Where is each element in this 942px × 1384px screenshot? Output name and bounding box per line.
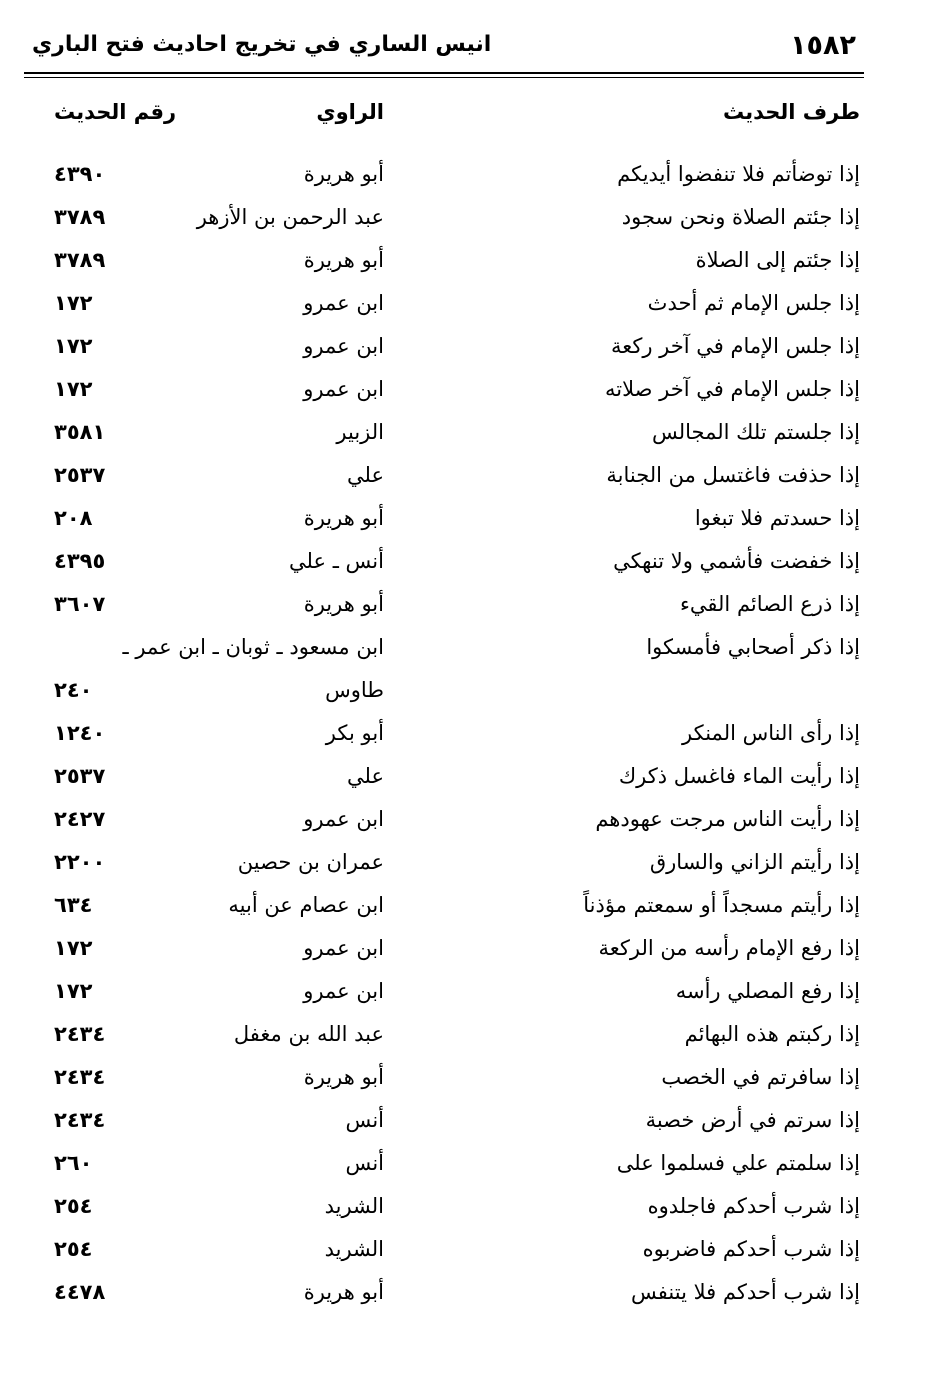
narrator <box>123 626 384 712</box>
narrator <box>303 368 384 411</box>
table-row <box>0 755 942 798</box>
hadith-number: ٢٤٣٤ <box>54 1022 106 1046</box>
column-header-hadith: طرف الحديث <box>722 100 860 124</box>
table-row <box>0 712 942 755</box>
hadith-number: ٢٤٣٤ <box>54 1108 106 1132</box>
narrator-line: علي <box>347 463 384 487</box>
header-rule-thin <box>24 77 864 78</box>
hadith-text: إذا جلس الإمام ثم أحدث <box>647 291 860 315</box>
narrator-line: أنس ـ علي <box>289 549 384 573</box>
narrator <box>325 1228 384 1271</box>
hadith-text: إذا سلمتم علي فسلموا على <box>616 1151 860 1175</box>
table-row <box>0 798 942 841</box>
narrator-line: أبو هريرة <box>303 162 384 186</box>
table-row <box>0 153 942 196</box>
narrator <box>303 325 384 368</box>
hadith-text: إذا رفع الإمام رأسه من الركعة <box>598 936 860 960</box>
hadith-number: ٢٥٤ <box>54 1237 93 1261</box>
narrator-line: أنس <box>345 1108 384 1132</box>
narrator-line: ابن عمرو <box>303 936 384 960</box>
narrator-line: أبو هريرة <box>303 592 384 616</box>
narrator <box>304 1271 384 1314</box>
hadith-text: إذا رأيتم مسجداً أو سمعتم مؤذناً <box>583 893 860 917</box>
hadith-number: ١٧٢ <box>54 377 93 401</box>
narrator <box>325 1185 384 1228</box>
hadith-number: ١٧٢ <box>54 936 93 960</box>
hadith-number: ٢٤٠ <box>54 678 93 702</box>
page-header <box>24 30 864 72</box>
hadith-number: ٣٦٠٧ <box>54 592 106 616</box>
hadith-text: إذا حذفت فاغتسل من الجنابة <box>606 463 860 487</box>
hadith-number: ٢٤٢٧ <box>54 807 106 831</box>
hadith-number: ٢٦٠ <box>54 1151 93 1175</box>
hadith-number: ٢٥٣٧ <box>54 463 106 487</box>
table-row <box>0 411 942 454</box>
narrator <box>228 884 384 927</box>
hadith-text: إذا جلس الإمام في آخر صلاته <box>605 377 860 401</box>
narrator <box>303 282 384 325</box>
narrator <box>347 755 384 798</box>
hadith-number: ٢٥٤ <box>54 1194 93 1218</box>
hadith-text: إذا خفضت فأشمي ولا تنهكي <box>613 549 860 573</box>
hadith-text: إذا رأيت الناس مرجت عهودهم <box>595 807 860 831</box>
table-row <box>0 1142 942 1185</box>
narrator-line: أنس <box>345 1151 384 1175</box>
table-row <box>0 196 942 239</box>
hadith-text: إذا جئتم الصلاة ونحن سجود <box>621 205 860 229</box>
table-row <box>0 325 942 368</box>
hadith-number: ٢٢٠٠ <box>54 850 106 874</box>
hadith-text: إذا سرتم في أرض خصبة <box>645 1108 860 1132</box>
hadith-number: ٣٧٨٩ <box>54 248 106 272</box>
narrator-line: الشريد <box>324 1194 384 1218</box>
narrator-line: ابن مسعود ـ ثوبان ـ ابن عمر ـ <box>122 635 384 659</box>
table-row <box>0 927 942 970</box>
hadith-number: ٢٥٣٧ <box>54 764 106 788</box>
hadith-text: إذا رفع المصلي رأسه <box>675 979 860 1003</box>
narrator-line: عبد الرحمن بن الأزهر <box>196 205 384 229</box>
narrator-line: أبو هريرة <box>303 1065 384 1089</box>
page-number: ١٥٨٢ <box>790 30 856 61</box>
narrator <box>346 1142 384 1185</box>
table-row <box>0 497 942 540</box>
hadith-text: إذا شرب أحدكم فلا يتنفس <box>631 1280 860 1304</box>
narrator-line: عبد الله بن مغفل <box>233 1022 384 1046</box>
narrator <box>303 927 384 970</box>
narrator <box>197 196 384 239</box>
hadith-number: ٣٧٨٩ <box>54 205 106 229</box>
narrator <box>238 841 384 884</box>
hadith-text: إذا شرب أحدكم فاجلدوه <box>647 1194 860 1218</box>
column-header-number: رقم الحديث <box>54 100 177 124</box>
narrator-line: الزبير <box>336 420 384 444</box>
narrator-line-continued: طاوس <box>325 678 384 702</box>
narrator-line: ابن عمرو <box>303 377 384 401</box>
narrator-line: أبو هريرة <box>303 1280 384 1304</box>
narrator-line: ابن عمرو <box>303 979 384 1003</box>
hadith-number: ٦٣٤ <box>54 893 93 917</box>
narrator <box>326 712 384 755</box>
hadith-number: ٤٣٩٠ <box>54 162 106 186</box>
table-row <box>0 1056 942 1099</box>
table-row <box>0 368 942 411</box>
hadith-number: ١٧٢ <box>54 291 93 315</box>
table-row <box>0 1271 942 1314</box>
hadith-number: ٣٥٨١ <box>54 420 106 444</box>
header-rule <box>24 72 864 74</box>
table-row <box>0 841 942 884</box>
narrator-line: ابن عمرو <box>303 334 384 358</box>
table-row <box>0 884 942 927</box>
narrator-line: ابن عصام عن أبيه <box>228 893 384 917</box>
hadith-text: إذا حسدتم فلا تبغوا <box>694 506 860 530</box>
hadith-text: إذا توضأتم فلا تنفضوا أيديكم <box>617 162 860 186</box>
table-row <box>0 1228 942 1271</box>
hadith-text: إذا ذكر أصحابي فأمسكوا <box>646 635 860 659</box>
hadith-text: إذا جلستم تلك المجالس <box>651 420 860 444</box>
hadith-text: إذا شرب أحدكم فاضربوه <box>642 1237 860 1261</box>
narrator-line: ابن عمرو <box>303 807 384 831</box>
hadith-number: ٤٤٧٨ <box>54 1280 106 1304</box>
narrator <box>304 583 384 626</box>
table-row <box>0 583 942 626</box>
hadith-number: ٢٠٨ <box>54 506 93 530</box>
narrator <box>303 798 384 841</box>
narrator <box>346 1099 384 1142</box>
hadith-number: ١٧٢ <box>54 334 93 358</box>
hadith-number: ٢٤٣٤ <box>54 1065 106 1089</box>
narrator-line: عمران بن حصين <box>237 850 384 874</box>
hadith-text: إذا ذرع الصائم القيء <box>680 592 860 616</box>
narrator <box>304 153 384 196</box>
table-row <box>0 454 942 497</box>
table-row <box>0 1099 942 1142</box>
hadith-index-table <box>0 153 942 1314</box>
narrator <box>234 1013 384 1056</box>
hadith-number: ١٧٢ <box>54 979 93 1003</box>
narrator <box>304 239 384 282</box>
narrator-line: أبو هريرة <box>303 506 384 530</box>
table-row <box>0 1185 942 1228</box>
narrator-line: أبو بكر <box>325 721 384 745</box>
running-title: انيس الساري في تخريج احاديث فتح الباري <box>32 32 492 57</box>
narrator <box>347 454 384 497</box>
narrator <box>304 1056 384 1099</box>
table-row <box>0 626 942 712</box>
narrator <box>289 540 384 583</box>
hadith-number: ١٢٤٠ <box>54 721 106 745</box>
hadith-text: إذا سافرتم في الخصب <box>661 1065 860 1089</box>
hadith-text: إذا جلس الإمام في آخر ركعة <box>610 334 860 358</box>
column-header-narrator: الراوي <box>316 100 384 124</box>
narrator <box>336 411 384 454</box>
table-row <box>0 540 942 583</box>
hadith-text: إذا رأيتم الزاني والسارق <box>649 850 860 874</box>
narrator-line: أبو هريرة <box>303 248 384 272</box>
table-row <box>0 1013 942 1056</box>
hadith-number: ٤٣٩٥ <box>54 549 106 573</box>
hadith-text: إذا جئتم إلى الصلاة <box>695 248 860 272</box>
table-row <box>0 970 942 1013</box>
hadith-text: إذا رأيت الماء فاغسل ذكرك <box>618 764 860 788</box>
narrator <box>304 497 384 540</box>
hadith-text: إذا رأى الناس المنكر <box>682 721 860 745</box>
narrator-line: الشريد <box>324 1237 384 1261</box>
narrator-line: علي <box>347 764 384 788</box>
narrator-line: ابن عمرو <box>303 291 384 315</box>
hadith-text: إذا ركبتم هذه البهائم <box>684 1022 860 1046</box>
table-row <box>0 239 942 282</box>
narrator <box>303 970 384 1013</box>
table-row <box>0 282 942 325</box>
